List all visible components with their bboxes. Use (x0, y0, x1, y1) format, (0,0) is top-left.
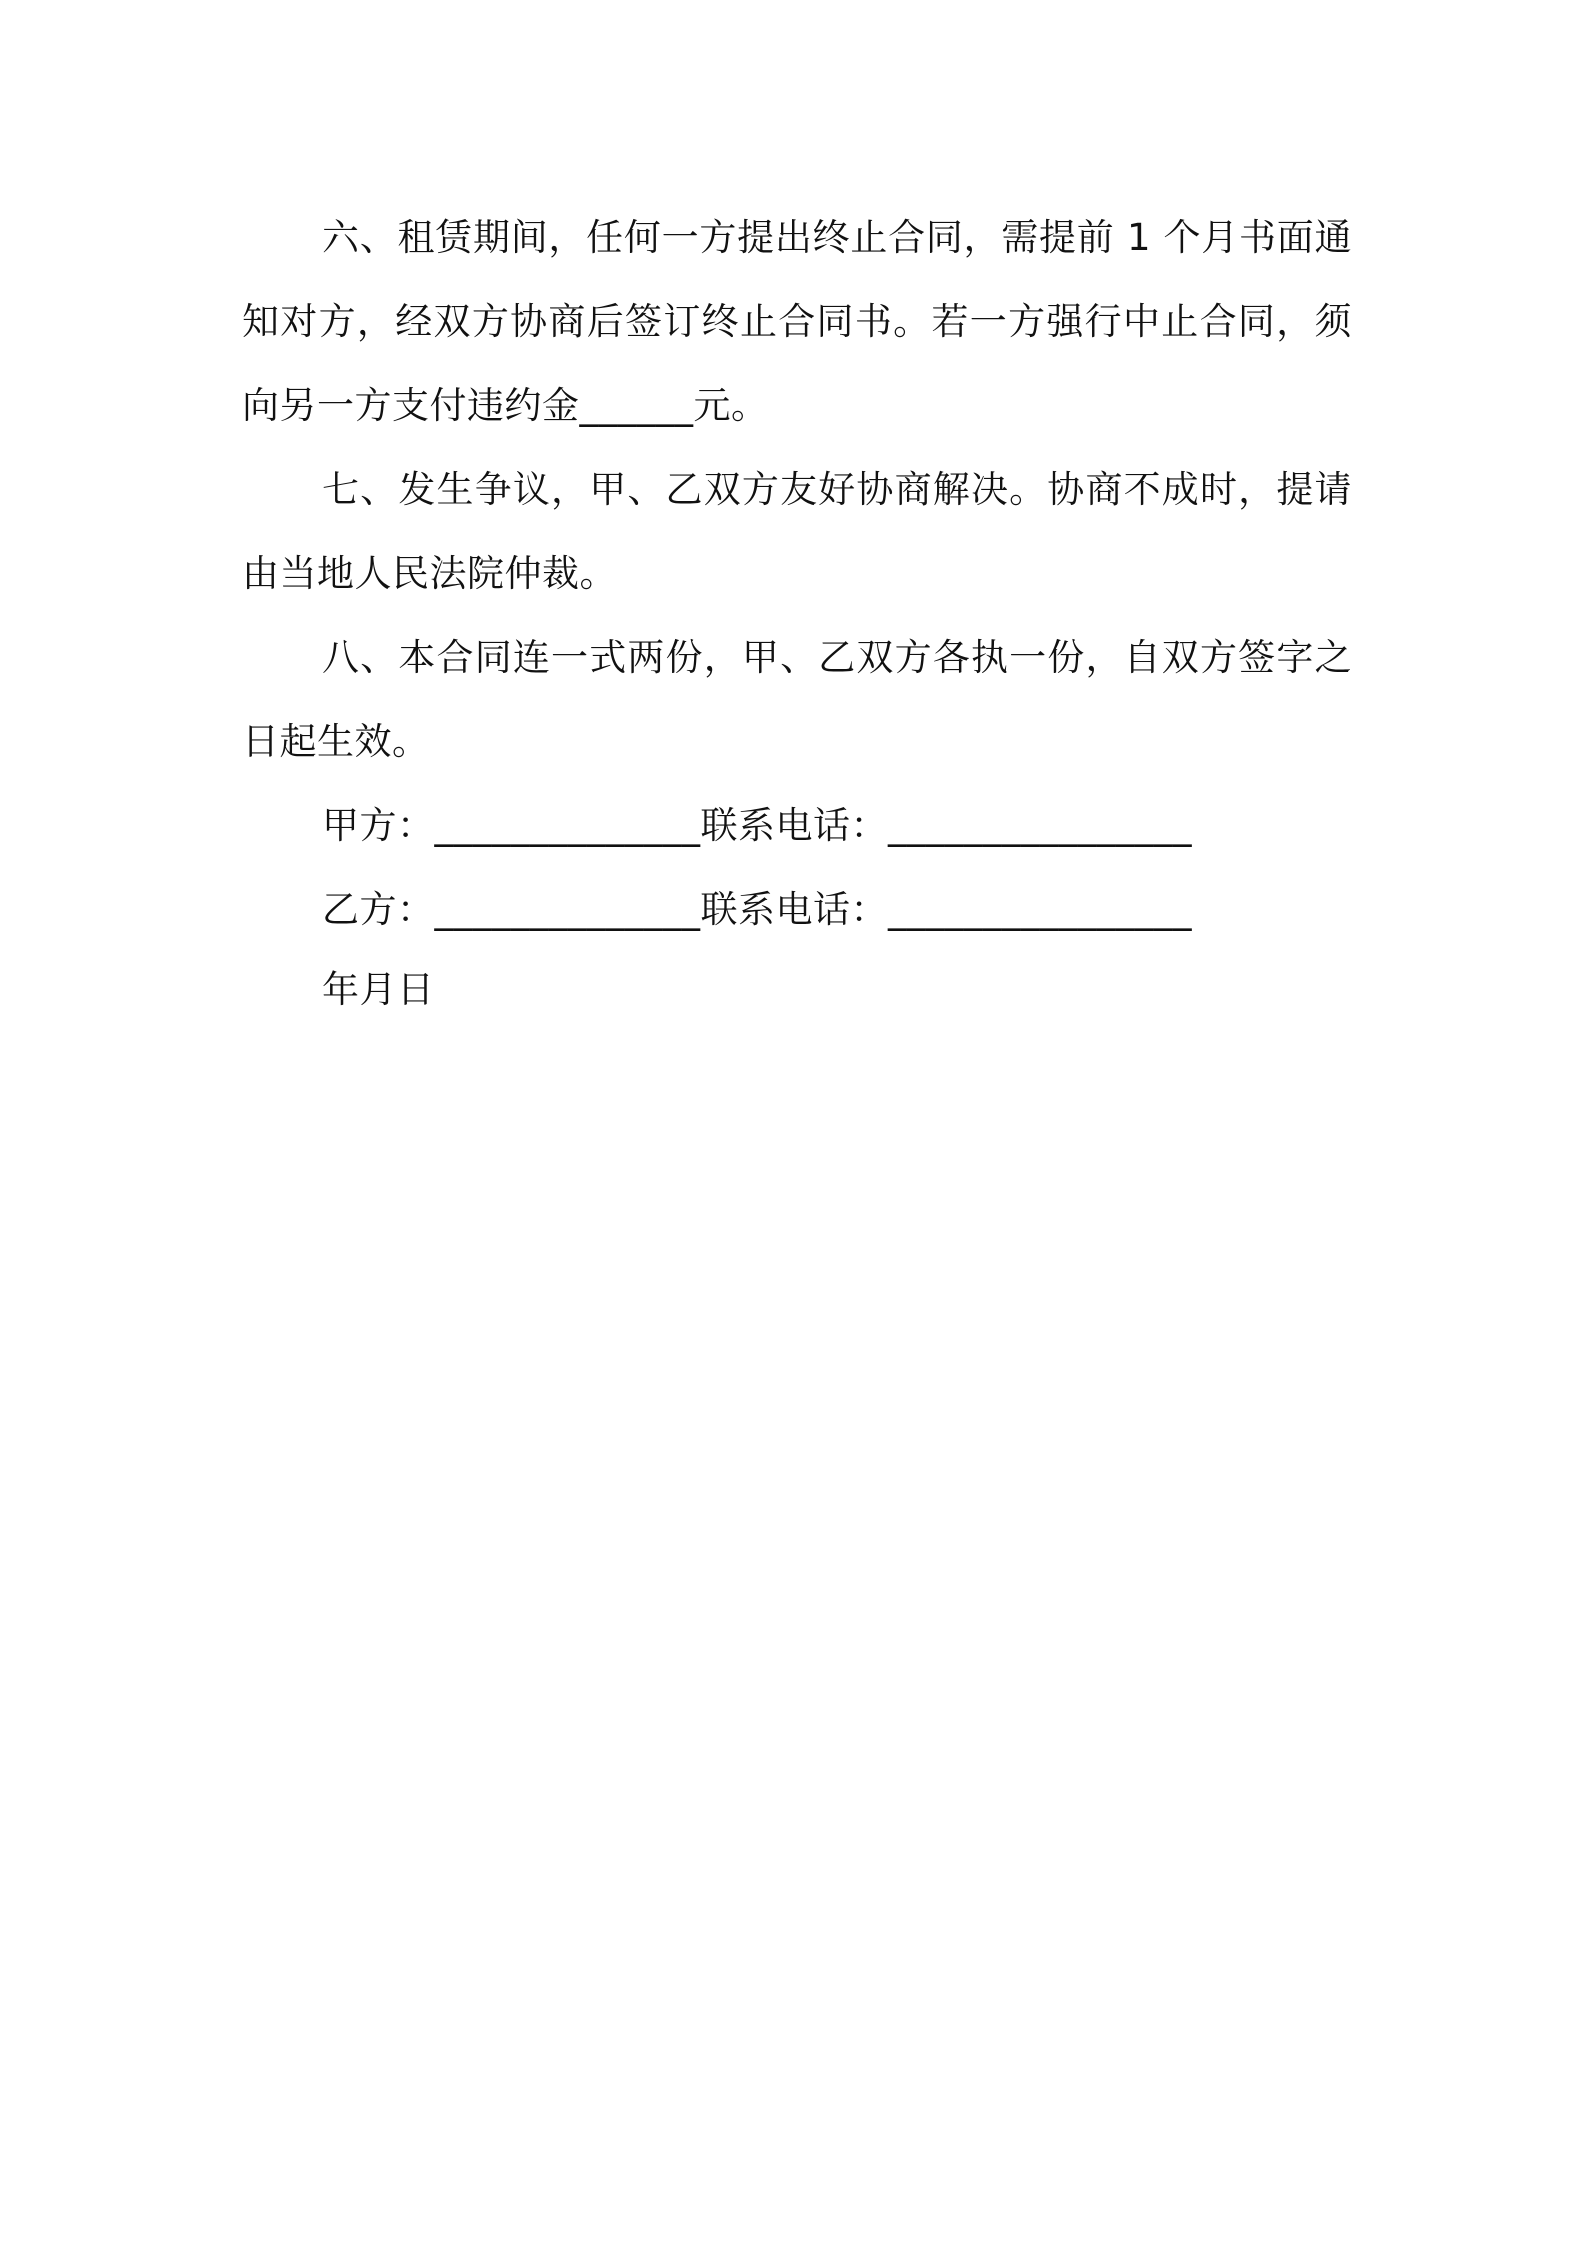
contract-body (242, 196, 1352, 1028)
party-a-signature-line: 甲方：______________联系电话：________________ (322, 804, 1192, 847)
clause-six: 六、租赁期间，任何一方提出终止合同，需提前 1 个月书面通知对方，经双方协商后签订终止合同书。若一方强行中止合同，须向另一方支付违约金______元。 (242, 216, 1352, 427)
party-b-signature-line: 乙方：______________联系电话：________________ (322, 888, 1192, 931)
clause-seven: 七、发生争议，甲、乙双方友好协商解决。协商不成时，提请由当地人民法院仲裁。 (242, 468, 1352, 595)
signature-date: 年月日 (322, 968, 435, 1011)
clause-eight: 八、本合同连一式两份，甲、乙双方各执一份，自双方签字之日起生效。 (242, 636, 1352, 763)
